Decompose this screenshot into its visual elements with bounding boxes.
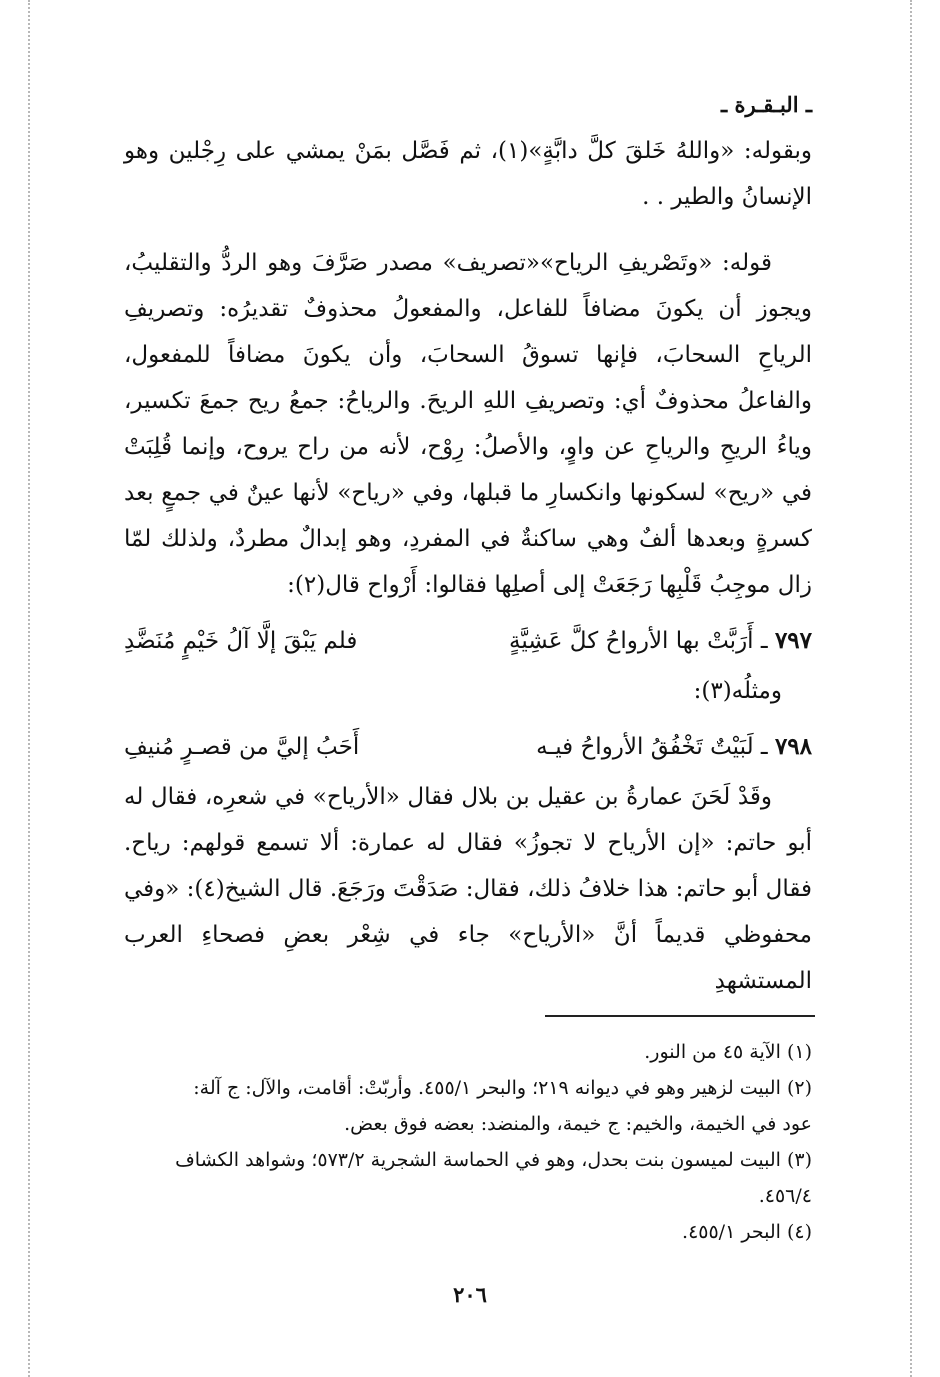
- paragraph-3: وقَدْ لَحَنَ عمارةُ بن عقيل بن بلال فقال «الأرياح» في شعرِه، فقال له أبو حاتم: «إن الأرياح لا تجوزُ» فقال له عمارة: ألا تسمع قولهم: رياح. فقال أبو حاتم: هذا خلافُ ذلك، فقال: صَدَقْتَ ورَجَعَ. قال الشيخ(٤): «وفي محفوظي قديماً أنَّ «الأرياح» جاء في شِعْر بعضِ فصحاءِ العرب المستشهدِ: [124, 784, 812, 994]
- footnote-4: [122, 1214, 812, 1250]
- footnote-separator: [545, 1015, 815, 1017]
- right-margin-dots: [910, 0, 912, 1377]
- verse-797: [124, 618, 812, 664]
- verse-number: ٧٩٧: [774, 627, 812, 654]
- footnotes: [122, 1034, 812, 1250]
- left-margin-dots: [28, 0, 30, 1377]
- footnote-2: [122, 1070, 812, 1106]
- verse-intro: ومثلُه(٣):: [693, 678, 782, 704]
- footnote-2-continuation: عود في الخيمة، والخيم: ج خيمة، والمنضد: بعضه فوق بعض.: [344, 1113, 812, 1135]
- footnote-text: البيت لميسون بنت بحدل، وهو في الحماسة الشجرية ٥٧٣/٢؛ وشواهد الكشاف: [175, 1149, 781, 1171]
- footnote-label: (٢): [786, 1077, 812, 1099]
- verse-hemistich-2: أَحَبُ إليَّ من قصـرٍ مُنيفِ: [124, 734, 360, 760]
- paragraph-1: وبقوله: «واللهُ خَلقَ كلَّ دابَّةٍ»(١)، ثم فَصَّل بمَنْ يمشي على رِجْلين وهو الإنسانُ والطير . .: [124, 138, 813, 210]
- running-header: ـ البـقـرة ـ: [720, 92, 812, 117]
- footnote-3-continuation: ٤٥٦/٤.: [758, 1185, 812, 1207]
- footnote-3: [122, 1142, 812, 1178]
- footnote-text: البحر ٤٥٥/١.: [682, 1221, 781, 1243]
- footnote-text: البيت لزهير وهو في ديوانه ٢١٩؛ والبحر ٤٥٥/١. وأربّتْ: أقامت، والآل: ج آلة:: [193, 1077, 781, 1099]
- verse-798: [124, 724, 812, 770]
- verse-hemistich-1: ـ لَبَيْتٌ تَخْفُقُ الأرواحُ فيـه: [536, 734, 768, 760]
- footnote-label: (١): [786, 1041, 812, 1063]
- footnote-text: الآية ٤٥ من النور.: [644, 1041, 781, 1063]
- page-number: ٢٠٦: [453, 1282, 487, 1307]
- footnote-1: [122, 1034, 812, 1070]
- footnote-label: (٣): [786, 1149, 812, 1171]
- paragraph-2: قوله: «وتَصْريفِ الرياح»«تصريف» مصدر صَرَّفَ وهو الردُّ والتقليبُ، ويجوز أن يكونَ مضافاً للفاعل، والمفعولُ محذوفٌ تقديرُه: وتصريفِ الرياحِ السحابَ، فإنها تسوقُ السحابَ، وأن يكونَ مضافاً للمفعول، والفاعلُ محذوفٌ أي: وتصريفِ اللهِ الريحَ. والرياحُ: جمعُ ريح جمعَ تكسير، وياءُ الريحِ والرياحِ عن واوٍ، والأصلُ: رِوْح، لأنه من راح يروح، وإنما قُلِبَتْ في «ريح» لسكونها وانكسارِ ما قبلها، وفي «رياح» لأنها عينٌ في جمعٍ بعد كسرةٍ وبعدها ألفٌ وهي ساكنةٌ في المفردِ، وهو إبدالٌ مطردٌ، ولذلك لمّا زال موجِبُ قَلْبِها رَجَعَتْ إلى أصلِها فقالوا: أَرْواح قال(٢):: [124, 250, 812, 598]
- verse-hemistich-2: فلم يَبْقَ إلَّا آلُ خَيْمٍ مُنَضَّدِ: [124, 628, 358, 654]
- footnote-label: (٤): [786, 1221, 812, 1243]
- verse-hemistich-1: ـ أَرَبَّتْ بها الأرواحُ كلَّ عَشِيَّةٍ: [508, 628, 768, 654]
- verse-number: ٧٩٨: [774, 733, 812, 760]
- main-text: [124, 128, 812, 1004]
